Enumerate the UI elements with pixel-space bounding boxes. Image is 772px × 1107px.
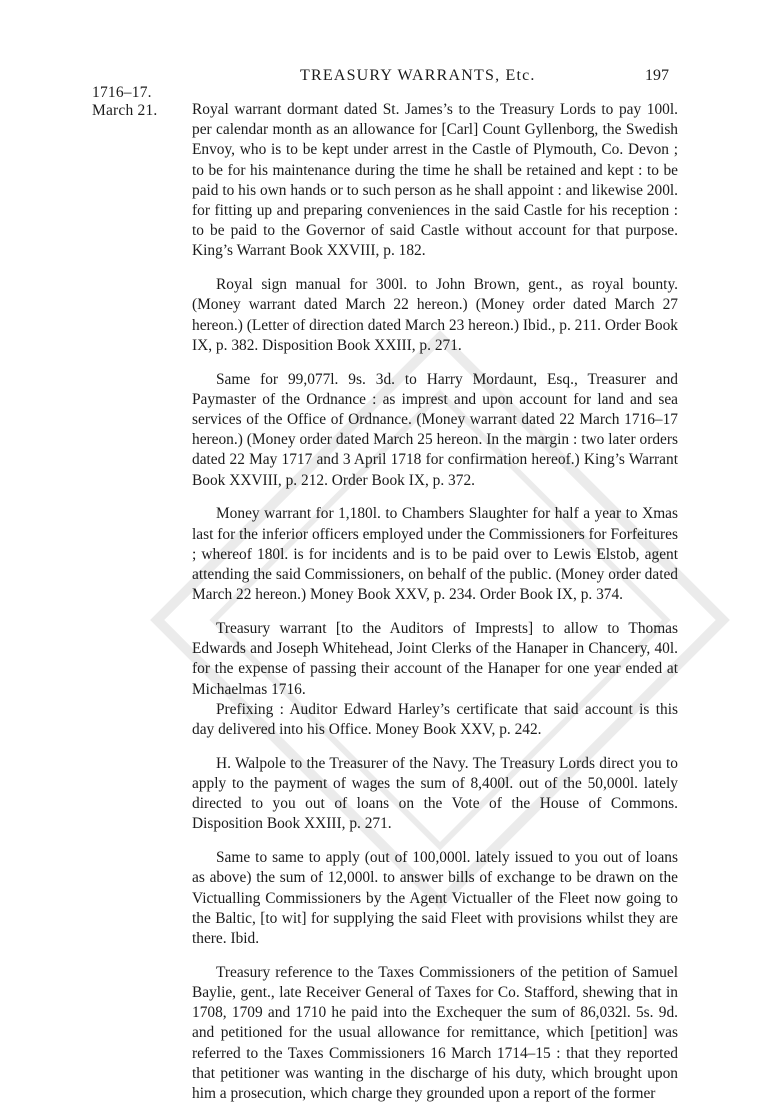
document-body: [192, 100, 678, 1104]
margin-year: 1716–17.: [92, 84, 152, 101]
entry-paragraph: Treasury reference to the Taxes Commissioners of the petition of Samuel Baylie, gent., late Receiver General of Taxes for Co. Stafford, shewing that in 1708, 1709 and 1710 he paid into the Exchequer the sum of 86,032l. 5s. 9d. and petitioned for the usual allowance for remittance, which [petition] was referred to the Taxes Commissioners 16 March 1714–15 : that they reported that petitioner was wanting in the discharge of his duty, which brought upon him a prosecution, which charge they grounded upon a report of the former: [192, 963, 678, 1103]
entry-paragraph: Royal warrant dormant dated St. James’s to the Treasury Lords to pay 100l. per calendar month as an allowance for [Carl] Count Gyllenborg, the Swedish Envoy, who is to be kept under arrest in the Castle of Plymouth, Co. Devon ; to be for his maintenance during the time he shall be retained and kept : to be paid to his own hands or to such person as he shall appoint : and likewise 200l. for fitting up and preparing conveniences in the said Castle for his reception : to be paid to the Governor of said Castle without account for that purpose. King’s Warrant Book XXVIII, p. 182.: [192, 101, 679, 260]
margin-date: March 21.: [92, 102, 158, 119]
entry-paragraph: Same for 99,077l. 9s. 3d. to Harry Mordaunt, Esq., Treasurer and Paymaster of the Ordnance : as imprest and upon account for land and sea services of the Office of Ordnance. (Money warrant dated 22 March 1716–17 hereon.) (Money order dated March 25 hereon. In the margin : two later orders dated 22 May 1717 and 3 April 1718 for confirmation hereof.) King’s Warrant Book XXVIII, p. 212. Order Book IX, p. 372.: [192, 370, 678, 489]
entry-paragraph: Royal sign manual for 300l. to John Brown, gent., as royal bounty. (Money warrant dated March 22 hereon.) (Money order dated March 27 hereon.) (Letter of direction dated March 23 hereon.) Ibid., p. 211. Order Book IX, p. 382. Disposition Book XXIII, p. 271.: [192, 276, 678, 354]
page-number: 197: [645, 67, 669, 84]
entry-paragraph: Prefixing : Auditor Edward Harley’s certificate that said account is this day delivered into his Office. Money Book XXV, p. 242.: [192, 700, 678, 739]
entry-paragraph: Money warrant for 1,180l. to Chambers Slaughter for half a year to Xmas last for the inferior officers employed under the Commissioners for Forfeitures ; whereof 180l. is for incidents and is to be paid over to Lewis Elstob, agent attending the said Commissioners, on behalf of the public. (Money order dated March 22 hereon.) Money Book XXV, p. 234. Order Book IX, p. 374.: [192, 505, 678, 604]
entry-paragraph: Treasury warrant [to the Auditors of Imprests] to allow to Thomas Edwards and Joseph Whitehead, Joint Clerks of the Hanaper in Chancery, 40l. for the expense of passing their account of the Hanaper for one year ended at Michaelmas 1716.: [192, 620, 678, 698]
running-head: TREASURY WARRANTS, Etc.: [300, 67, 536, 84]
entry-paragraph: H. Walpole to the Treasurer of the Navy. The Treasury Lords direct you to apply to the payment of wages the sum of 8,400l. out of the 50,000l. lately directed to you out of loans on the Vote of the House of Commons. Disposition Book XXIII, p. 271.: [192, 754, 678, 833]
entry-paragraph: Same to same to apply (out of 100,000l. lately issued to you out of loans as above) the sum of 12,000l. to answer bills of exchange to be drawn on the Victualling Commissioners by the Agent Victualler of the Fleet now going to the Baltic, [to wit] for supplying the said Fleet with provisions whilst they are there. Ibid.: [192, 849, 678, 948]
